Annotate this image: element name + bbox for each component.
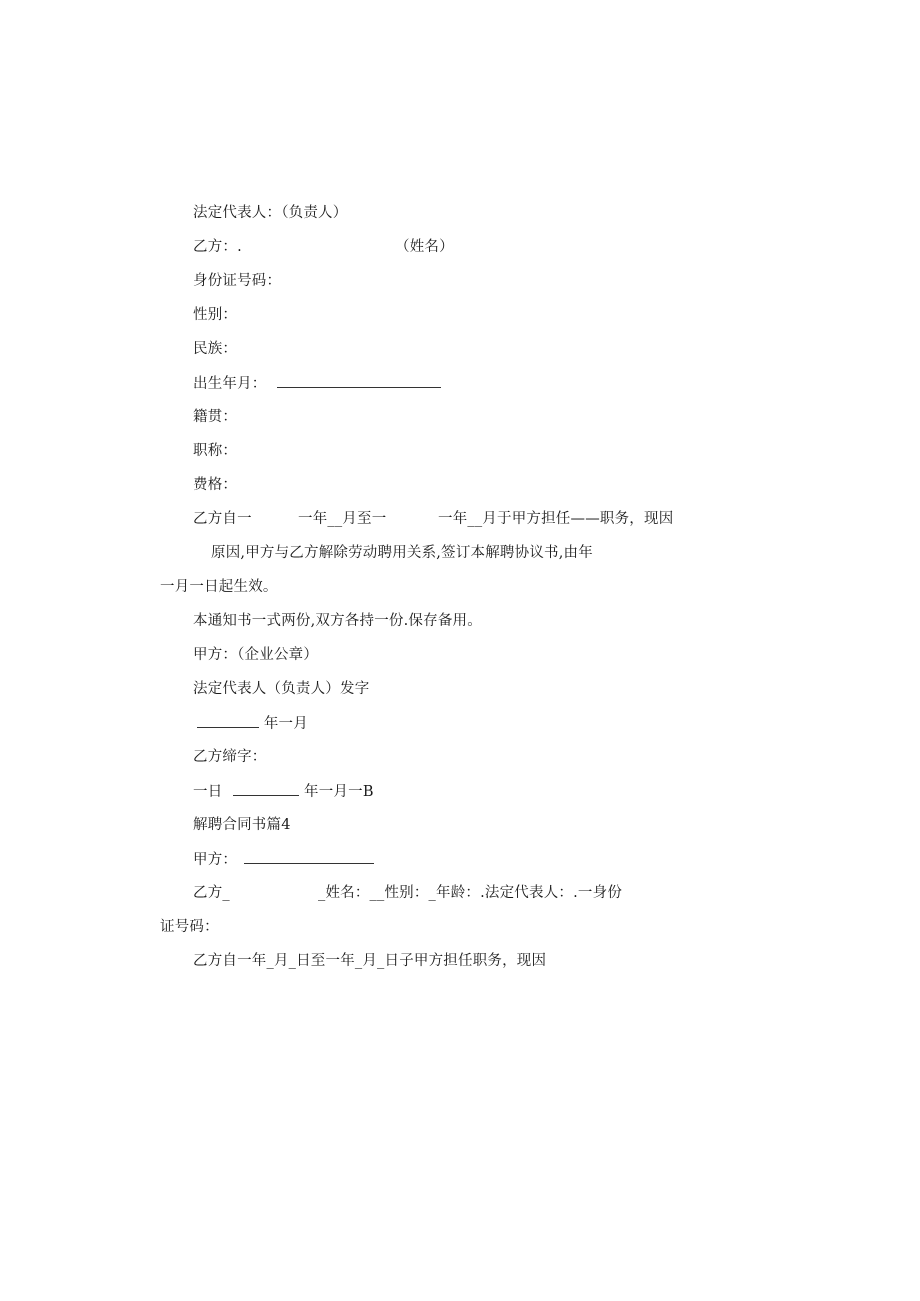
- id-number-line: [193, 271, 281, 291]
- year-blank-b: [233, 781, 299, 796]
- legal-representative-label: 法定代表人：（负责人）: [193, 205, 348, 221]
- party-b-details-text: _姓名：__性别：_年龄：.法定代表人：.一身份: [318, 885, 623, 901]
- effective-date-line: [160, 577, 278, 597]
- legal-representative-line: [193, 203, 347, 223]
- party-b-details-line: [318, 883, 622, 903]
- copies-line: [193, 611, 482, 631]
- party-a-line: [193, 849, 374, 870]
- employment-period-text-2: 乙方自一年_月_日至一年_月_日子甲方担任职务，现因: [193, 953, 547, 969]
- birth-date-blank: [277, 373, 441, 388]
- qualification-label: 费格：: [193, 477, 238, 493]
- party-b-details-start: 乙方_: [193, 885, 230, 901]
- employment-period-mid: 一年__月至一: [298, 511, 387, 527]
- title-label: 职称：: [193, 443, 238, 459]
- copies-text: 本通知书一式两份,双方各持一份.保存备用。: [193, 613, 482, 629]
- employment-period-line-end: [438, 509, 673, 529]
- employment-period-line-start: [193, 509, 252, 529]
- party-a-seal-text: 甲方：（企业公章）: [193, 647, 319, 663]
- gender-label: 性别：: [193, 307, 238, 323]
- representative-signature-line: [193, 679, 369, 699]
- party-a-label: 甲方：: [193, 852, 238, 868]
- id-number-continued-line: [160, 917, 219, 937]
- date-line-b: [193, 781, 374, 802]
- representative-signature-text: 法定代表人（负责人）发字: [193, 681, 370, 697]
- title-line: [193, 441, 237, 461]
- native-place-line: [193, 407, 237, 427]
- id-number-label: 身份证号码：: [193, 273, 282, 289]
- birth-date-label: 出生年月：: [193, 376, 267, 392]
- section-heading-text: 解聘合同书篇4: [193, 817, 291, 833]
- id-number-continued-text: 证号码：: [160, 919, 219, 935]
- name-note-text: （姓名）: [395, 239, 454, 255]
- qualification-line: [193, 475, 237, 495]
- ethnicity-label: 民族：: [193, 341, 238, 357]
- party-a-seal-line: [193, 645, 318, 665]
- party-b-label: 乙方：.: [193, 239, 242, 255]
- ethnicity-line: [193, 339, 237, 359]
- date-day-text: 一日: [193, 784, 223, 800]
- year-blank-a: [197, 713, 259, 728]
- date-text-b: 年一月一B: [304, 784, 374, 800]
- party-b-signature-line: [193, 747, 267, 767]
- name-note: [395, 237, 454, 257]
- native-place-label: 籍贯：: [193, 409, 238, 425]
- party-b-details-line-start: [193, 883, 230, 903]
- termination-reason-text: 原因,甲方与乙方解除劳动聘用关系,签订本解聘协议书,由年: [211, 545, 593, 561]
- date-line-a: [197, 713, 308, 734]
- employment-period-line-2: [193, 951, 546, 971]
- birth-date-line: [193, 373, 441, 394]
- employment-period-end: 一年__月于甲方担任——职务，现因: [438, 511, 674, 527]
- employment-period-line-mid: [298, 509, 386, 529]
- section-heading: [193, 815, 291, 835]
- party-b-signature-text: 乙方缔字：: [193, 749, 267, 765]
- party-a-blank: [244, 849, 374, 864]
- date-text-a: 年一月: [263, 716, 308, 732]
- employment-period-start: 乙方自一: [193, 511, 252, 527]
- termination-reason-line: [211, 543, 593, 563]
- gender-line: [193, 305, 237, 325]
- party-b-line: [193, 237, 242, 257]
- effective-date-text: 一月一日起生效。: [160, 579, 278, 595]
